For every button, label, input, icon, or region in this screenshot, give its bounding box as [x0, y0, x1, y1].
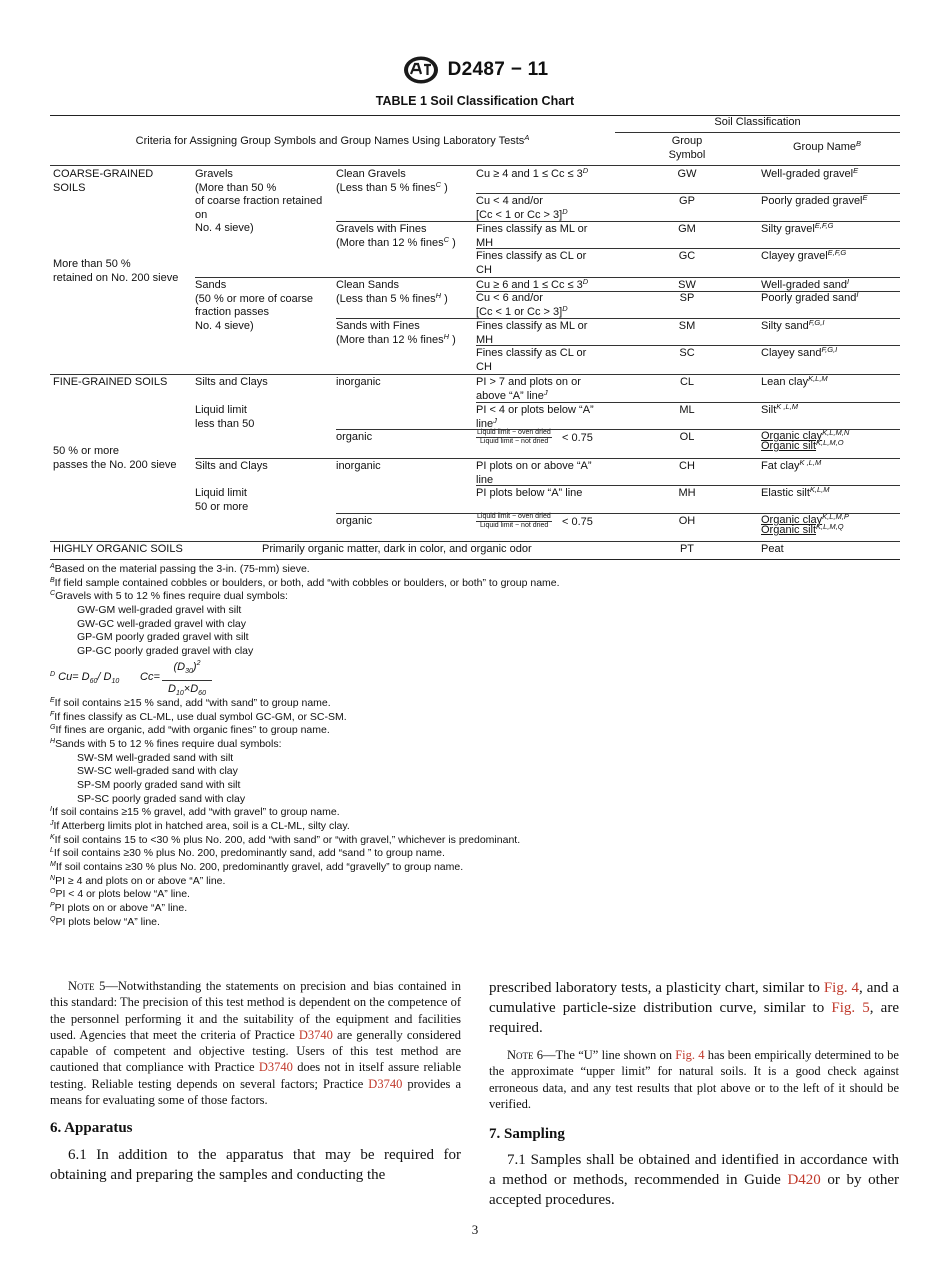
- group-symbol-cell: OL: [679, 431, 695, 443]
- criteria-cell: PI > 7 and plots on or above “A” line$^J$: [476, 376, 581, 402]
- criteria-cell: Fines classify as CL or CH: [476, 250, 587, 276]
- group-name-cell: Clayey sand$^{F,G,I}$: [761, 345, 838, 359]
- fig-4-link[interactable]: Fig. 4: [823, 980, 860, 996]
- footnote: $^Q$PI plots below “A” line.: [50, 915, 160, 928]
- paragraph-6-1: 6.1 In addition to the apparatus that may be required for obtaining and preparing the samples and conducting the: [50, 1147, 461, 1184]
- group-symbol-header: Group Symbol: [668, 135, 706, 161]
- footnote: $^P$PI plots on or above “A” line.: [50, 902, 188, 915]
- d3740-link[interactable]: D3740: [258, 1060, 293, 1075]
- ratio-limit-high: < 0.75: [562, 516, 593, 528]
- footnote: $^L$If soil contains ≥30 % plus No. 200, predominantly sand, add “sand ” to group name.: [50, 847, 445, 860]
- cc-formula-fraction: $(D_{30})^2$ $D_{10}\times D_{60}$: [162, 659, 212, 702]
- footnote: $^O$PI < 4 or plots below “A” line.: [50, 888, 190, 901]
- group-name-cell: Well-graded gravel$^E$: [761, 166, 859, 180]
- criteria-cell: Fines classify as ML or MH: [476, 223, 588, 249]
- footnote: GP-GM poorly graded gravel with silt: [77, 631, 249, 644]
- group-symbol-cell: CL: [679, 376, 695, 388]
- silts-clays-high-label: Silts and Clays: [195, 460, 268, 472]
- section-6-heading: 6. Apparatus: [50, 1120, 133, 1137]
- footnote: $^K$If soil contains 15 to <30 % plus No. 200, add “with sand” or “with gravel,” whichever is predominant.: [50, 833, 521, 846]
- footnote: $^H$Sands with 5 to 12 % fines require dual symbols:: [50, 737, 282, 750]
- fine-passes-label: 50 % or more passes the No. 200 sieve: [53, 445, 177, 471]
- highly-organic-label: HIGHLY ORGANIC SOILS: [53, 543, 183, 555]
- astm-logo-icon: [402, 55, 440, 85]
- footnote: $^G$If fines are organic, add “with organic fines” to group name.: [50, 724, 330, 737]
- footnote: GW-GC well-graded gravel with clay: [77, 617, 247, 630]
- group-symbol-cell: MH: [678, 487, 696, 499]
- footnote: $^A$Based on the material passing the 3-in. (75-mm) sieve.: [50, 563, 310, 575]
- coarse-grained-label: COARSE-GRAINED SOILS: [53, 168, 154, 194]
- criteria-cell: PI plots on or above “A” line: [476, 460, 592, 486]
- soil-classification-table: [50, 113, 900, 560]
- criteria-cell: PI < 4 or plots below “A” line$^J$: [476, 404, 594, 430]
- footnote: $^B$If field sample contained cobbles or boulders, or both, add “with cobbles or boulders, or both” to group name.: [50, 576, 560, 589]
- footnote: $^F$If fines classify as CL-ML, use dual symbol GC-GM, or SC-SM.: [50, 710, 347, 723]
- left-column: [50, 978, 461, 1185]
- group-symbol-cell: GP: [679, 195, 695, 207]
- liquid-limit-high-label: Liquid limit 50 or more: [195, 487, 249, 513]
- criteria-cell: Cu ≥ 4 and $1 \le Cc \le 3^D$: [476, 166, 589, 180]
- group-symbol-cell: PT: [679, 543, 695, 555]
- paragraph-7-1: 7.1 Samples shall be obtained and identified in accordance with a method or methods, recommended in Guide D420 or by other accepted procedures.: [489, 1152, 899, 1209]
- group-symbol-cell: OH: [678, 515, 696, 527]
- group-symbol-cell: SM: [678, 320, 696, 332]
- fig-5-link[interactable]: Fig. 5: [831, 1000, 870, 1016]
- group-symbol-cell: GC: [678, 250, 696, 262]
- criteria-cell: Cu < 4 and/or [Cc < 1 or Cc > 3]$^D$: [476, 195, 568, 221]
- footnote: SP-SC poorly graded sand with clay: [77, 792, 246, 805]
- footnote: $^I$If soil contains ≥15 % gravel, add “with gravel” to group name.: [50, 806, 340, 819]
- coarse-retained-label: More than 50 % retained on No. 200 sieve: [53, 258, 179, 284]
- fine-grained-label: FINE-GRAINED SOILS: [53, 376, 168, 388]
- group-name-cell: Peat: [761, 543, 784, 555]
- group-name-header: Group Name$^B$: [793, 139, 861, 153]
- criteria-cell: Cu < 6 and/or [Cc < 1 or Cc > 3]$^D$: [476, 292, 568, 318]
- silts-clays-low-label: Silts and Clays: [195, 376, 268, 388]
- footnote: $^C$Gravels with 5 to 12 % fines require dual symbols:: [50, 590, 288, 603]
- inorganic-low-label: inorganic: [336, 376, 381, 388]
- footnote: GP-GC poorly graded gravel with clay: [77, 645, 254, 658]
- page-header: [0, 54, 950, 86]
- organic-low-label: organic: [336, 431, 373, 443]
- footnote: GW-GM well-graded gravel with silt: [77, 604, 242, 617]
- criteria-cell: PI plots below “A” line: [476, 487, 583, 499]
- footnote: $^M$If soil contains ≥30 % plus No. 200, predominantly gravel, add “gravelly” to group name.: [50, 861, 464, 874]
- clean-sands-label: Clean Sands (Less than 5 % fines$^H$ ): [336, 279, 448, 305]
- liquid-limit-low-label: Liquid limit less than 50: [195, 404, 255, 430]
- footnote: $^E$If soil contains ≥15 % sand, add “with sand” to group name.: [50, 696, 331, 709]
- section-7-heading: 7. Sampling: [489, 1126, 565, 1143]
- group-name-cell: Well-graded sand$^I$: [761, 277, 850, 291]
- sands-label: Sands (50 % or more of coarse fraction passes No. 4 sieve): [195, 279, 313, 332]
- group-symbol-cell: GM: [678, 223, 696, 235]
- page-number: 3: [471, 1222, 479, 1237]
- criteria-cell: Cu ≥ 6 and $1 \le Cc \le 3^D$: [476, 277, 589, 291]
- d3740-link[interactable]: D3740: [298, 1027, 333, 1042]
- group-name-cell: Silt$^{K ,L,M}$: [761, 402, 798, 416]
- soil-classification-header: Soil Classification: [714, 116, 801, 128]
- fig-4-link[interactable]: Fig. 4: [675, 1048, 705, 1062]
- highly-organic-description: Primarily organic matter, dark in color, and organic odor: [262, 543, 532, 555]
- group-name-cell: Elastic silt$^{K,L,M}$: [761, 485, 830, 499]
- liquid-limit-ratio-high: Liquid limit − oven dried Liquid limit − not dried: [477, 513, 551, 529]
- gravels-label: Gravels (More than 50 % of coarse fraction retained on No. 4 sieve): [195, 168, 323, 234]
- d420-link[interactable]: D420: [787, 1172, 821, 1189]
- group-name-cell: Silty gravel$^{E,F,G}$: [761, 221, 834, 235]
- group-symbol-cell: GW: [677, 168, 697, 180]
- organic-high-label: organic: [336, 515, 373, 527]
- sands-with-fines-label: Sands with Fines (More than 12 % fines$^H$ ): [336, 320, 456, 346]
- group-symbol-cell: SP: [679, 292, 695, 304]
- group-name-cell: Poorly graded sand$^I$: [761, 290, 859, 304]
- group-name-cell: Silty sand$^{F,G,I}$: [761, 318, 825, 332]
- ratio-limit-low: < 0.75: [562, 432, 593, 444]
- group-symbol-cell: SC: [679, 347, 695, 359]
- criteria-cell: Fines classify as CL or CH: [476, 347, 587, 373]
- group-symbol-cell: CH: [679, 460, 695, 472]
- group-name-cell: Fat clay$^{K ,L,M}$: [761, 458, 822, 472]
- paragraph-6-1-continued: prescribed laboratory tests, a plasticity chart, similar to Fig. 4, and a cumulative particle-size distribution curve, similar to Fig. 5, are required.: [489, 980, 899, 1036]
- footnote: SW-SM well-graded sand with silt: [77, 751, 234, 764]
- table-title: TABLE 1 Soil Classification Chart: [375, 94, 575, 108]
- footnote-d-formula: $^D$ $Cu= D_{60}/$ $D_{10}$ Cc= $(D_{30})^2$ $D_{10}\times D_{60}$: [50, 659, 910, 697]
- standard-designation: D2487 − 11: [447, 59, 549, 80]
- group-symbol-cell: ML: [679, 404, 695, 416]
- note-6: Note 6—The “U” line shown on Fig. 4 has been empirically determined to be the approximate “upper limit” for natural soils. It is a good check against erroneous data, and any test results that plot above or to the left of it should be verified.: [489, 1048, 899, 1111]
- footnote: SP-SM poorly graded sand with silt: [77, 778, 241, 791]
- group-name-cell: Poorly graded gravel$^E$: [761, 193, 868, 207]
- gravels-with-fines-label: Gravels with Fines (More than 12 % fines$^C$ ): [336, 223, 456, 249]
- group-name-cell: Clayey gravel$^{E,F,G}$: [761, 248, 847, 262]
- inorganic-high-label: inorganic: [336, 460, 381, 472]
- liquid-limit-ratio-low: Liquid limit − oven dried Liquid limit − not dried: [477, 429, 551, 445]
- footnote: SW-SC well-graded sand with clay: [77, 765, 238, 778]
- criteria-cell: Fines classify as ML or MH: [476, 320, 588, 346]
- footnote: $^J$If Atterberg limits plot in hatched area, soil is a CL-ML, silty clay.: [50, 820, 350, 832]
- table-footnotes: [50, 563, 910, 930]
- group-name-cell: Organic clay$^{K,L,M,P}$ Organic silt$^{K,L,M,Q}$: [761, 512, 849, 536]
- group-name-cell: Organic clay$^{K,L,M,N}$ Organic silt$^{K,L,M,O}$: [761, 428, 850, 452]
- footnote: $^N$PI ≥ 4 and plots on or above “A” line.: [50, 874, 226, 887]
- d3740-link[interactable]: D3740: [368, 1076, 403, 1091]
- group-symbol-cell: SW: [678, 279, 696, 291]
- group-name-cell: Lean clay$^{K,L,M}$: [761, 374, 828, 388]
- clean-gravels-label: Clean Gravels (Less than 5 % fines$^C$ ): [336, 168, 448, 194]
- note-5: Note 5—Notwithstanding the statements on precision and bias contained in this standard: The precision of this test method is dependent on the competence of the personnel performing it and the suitability of the equipment and facilities used. Agencies that meet the criteria of Practice D3740 are generally considered capable of competent and objective testing. Users of this test method are cautioned that compliance with Practice D3740 does not in itself assure reliable testing. Reliable testing depends on several factors; Practice D3740 provides a means for evaluating some of those factors.: [50, 979, 462, 1108]
- criteria-header: Criteria for Assigning Group Symbols and Group Names Using Laboratory Tests$^A$: [135, 133, 530, 147]
- right-column: [489, 978, 899, 1210]
